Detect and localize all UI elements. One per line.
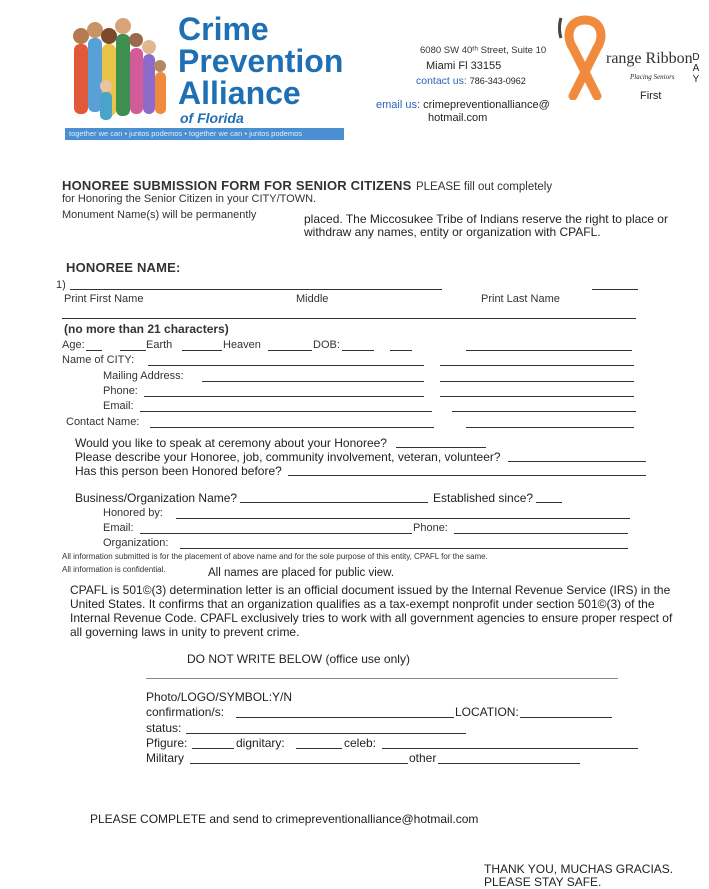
office-heading: DO NOT WRITE BELOW (office use only) [187,652,410,666]
contact-label: contact us: [416,75,467,87]
heaven-label: Heaven [223,339,261,351]
day-letter: Y [692,74,700,85]
business-field[interactable] [240,502,428,503]
intro-line2: Monument Name(s) will be permanently [62,209,257,221]
office-separator [146,678,618,679]
contact-name-label: Contact Name: [66,416,140,428]
established-label: Established since? [433,491,534,505]
email-value-1: crimepreventionalliance@ [423,99,550,111]
form-title-suffix: PLEASE fill out completely [415,181,553,193]
day-letter: D [692,52,700,63]
age-label: Age: [62,339,85,351]
intro-line4: withdraw any names, entity or organization with CPAFL. [304,225,601,239]
organization-label: Organization: [103,537,169,549]
city-field[interactable] [148,365,424,366]
brand-name-line1: Crime [178,11,269,47]
phone-label: Phone: [103,385,138,397]
notice-line1: All information submitted is for the placement of above name and for the sole purpose of this entity, CPAFL for the same. [62,552,488,561]
honored-by-label: Honored by: [103,507,163,519]
ribbon-title: range Ribbon [606,50,693,67]
first-name-label: Print First Name [64,293,144,305]
describe-field[interactable] [508,461,646,462]
other-label: other [409,751,437,765]
status-field[interactable] [186,733,466,734]
military-label: Military [146,751,184,765]
last-name-label: Print Last Name [481,293,560,305]
email-label: email us: [376,99,421,111]
name-line[interactable] [70,289,442,290]
business-label: Business/Organization Name? [75,491,238,505]
honored-before-field[interactable] [288,475,646,476]
honoree-heading: HONOREE NAME: [66,260,181,275]
ribbon-first: First [640,90,662,102]
question-describe: Please describe your Honoree, job, community involvement, veteran, volunteer? [75,450,501,464]
city-label: Name of CITY: [62,354,135,366]
intro-line3: placed. The Miccosukee Tribe of Indians reserve the right to place or [304,212,668,226]
location-field[interactable] [520,717,612,718]
confirmation-field[interactable] [236,717,454,718]
mailing-label: Mailing Address: [103,370,184,382]
tagline-bar: together we can • juntos podemos • together we can • juntos podemos [65,128,344,140]
day-vertical [690,52,702,85]
cpafl-line2: United States. It confirms that an organization qualifies as a tax-exempt nonprofit under section 501©(3) of the [70,597,655,611]
middle-label: Middle [296,293,329,305]
send-instructions: PLEASE COMPLETE and send to crimepreventionalliance@hotmail.com [90,812,479,826]
dignitary-label: dignitary: [236,736,285,750]
dob-field-2[interactable] [390,350,412,351]
status-label: status: [146,721,182,735]
phone-field-2[interactable] [440,396,634,397]
dignitary-field[interactable] [296,748,342,749]
contact-name-field-2[interactable] [466,427,634,428]
honored-by-field[interactable] [176,518,630,519]
speak-field[interactable] [396,447,486,448]
address-line1: 6080 SW 40ᵗʰ Street, Suite 10 [420,45,547,56]
pfigure-label: Pfigure: [146,736,188,750]
earth-label: Earth [146,339,173,351]
location-label: LOCATION: [455,705,519,719]
earth-blank[interactable] [120,350,146,351]
mailing-field[interactable] [202,381,424,382]
address-line2: Miami Fl 33155 [426,60,502,72]
city-field-2[interactable] [440,365,634,366]
question-speak: Would you like to speak at ceremony about your Honoree? [75,436,387,450]
phone2-field[interactable] [454,533,628,534]
phone2-label: Phone: [413,522,448,534]
separator-line [62,318,636,319]
confirmation-label: confirmation/s: [146,705,225,719]
earth-field[interactable] [182,350,222,351]
contact-line [416,75,526,87]
cpafl-line3: Internal Revenue Code. CPAFL exclusively tries to work with all government agencies to ensure proper respect of [70,611,673,625]
email-line [376,99,550,111]
notice-line3: All names are placed for public view. [208,567,395,579]
people-group-icon [70,14,170,126]
cpafl-line1: CPAFL is 501©(3) determination letter is an official document issued by the Internal Revenue Service (IRS) in the [70,583,671,597]
email-field[interactable] [140,411,432,412]
email-field-2[interactable] [452,411,636,412]
established-field[interactable] [536,502,562,503]
brand-subtitle: of Florida [180,110,244,126]
question-honored-before: Has this person been Honored before? [75,464,282,478]
dob-label: DOB: [313,339,340,351]
email-value-2: hotmail.com [428,112,488,124]
dob-field-3[interactable] [466,350,632,351]
char-limit: (no more than 21 characters) [64,322,229,336]
other-field[interactable] [438,763,580,764]
contact-name-field[interactable] [150,427,434,428]
photo-logo-label: Photo/LOGO/SYMBOL:Y/N [146,690,293,704]
ribbon-subtitle: Placing Seniors [630,73,675,81]
celeb-field[interactable] [382,748,638,749]
email-label-field: Email: [103,400,134,412]
form-title: HONOREE SUBMISSION FORM FOR SENIOR CITIZENS [62,178,412,193]
phone-field[interactable] [144,396,424,397]
contact-phone: 786-343-0962 [469,76,526,86]
brand-name-line3: Alliance [178,75,301,111]
military-field[interactable] [190,763,408,764]
age-field[interactable] [86,350,102,351]
organization-field[interactable] [180,548,628,549]
cpafl-line4: all governing laws in unity to prevent crime. [70,625,300,639]
mailing-field-2[interactable] [440,381,634,382]
intro-line1: for Honoring the Senior Citizen in your CITY/TOWN. [62,193,317,205]
notice-line2: All information is confidential. [62,565,166,574]
email2-label: Email: [103,522,134,534]
dob-field[interactable] [342,350,374,351]
thanks-line1: THANK YOU, MUCHAS GRACIAS. [484,862,674,876]
heaven-field[interactable] [268,350,312,351]
thanks-line2: PLEASE STAY SAFE. [484,875,602,889]
name-line-end[interactable] [592,289,638,290]
pfigure-field[interactable] [192,748,234,749]
day-letter: A [692,63,700,74]
celeb-label: celeb: [344,736,377,750]
brand-name-line2: Prevention [178,43,344,79]
email2-field[interactable] [140,533,412,534]
row-number: 1) [56,279,66,291]
